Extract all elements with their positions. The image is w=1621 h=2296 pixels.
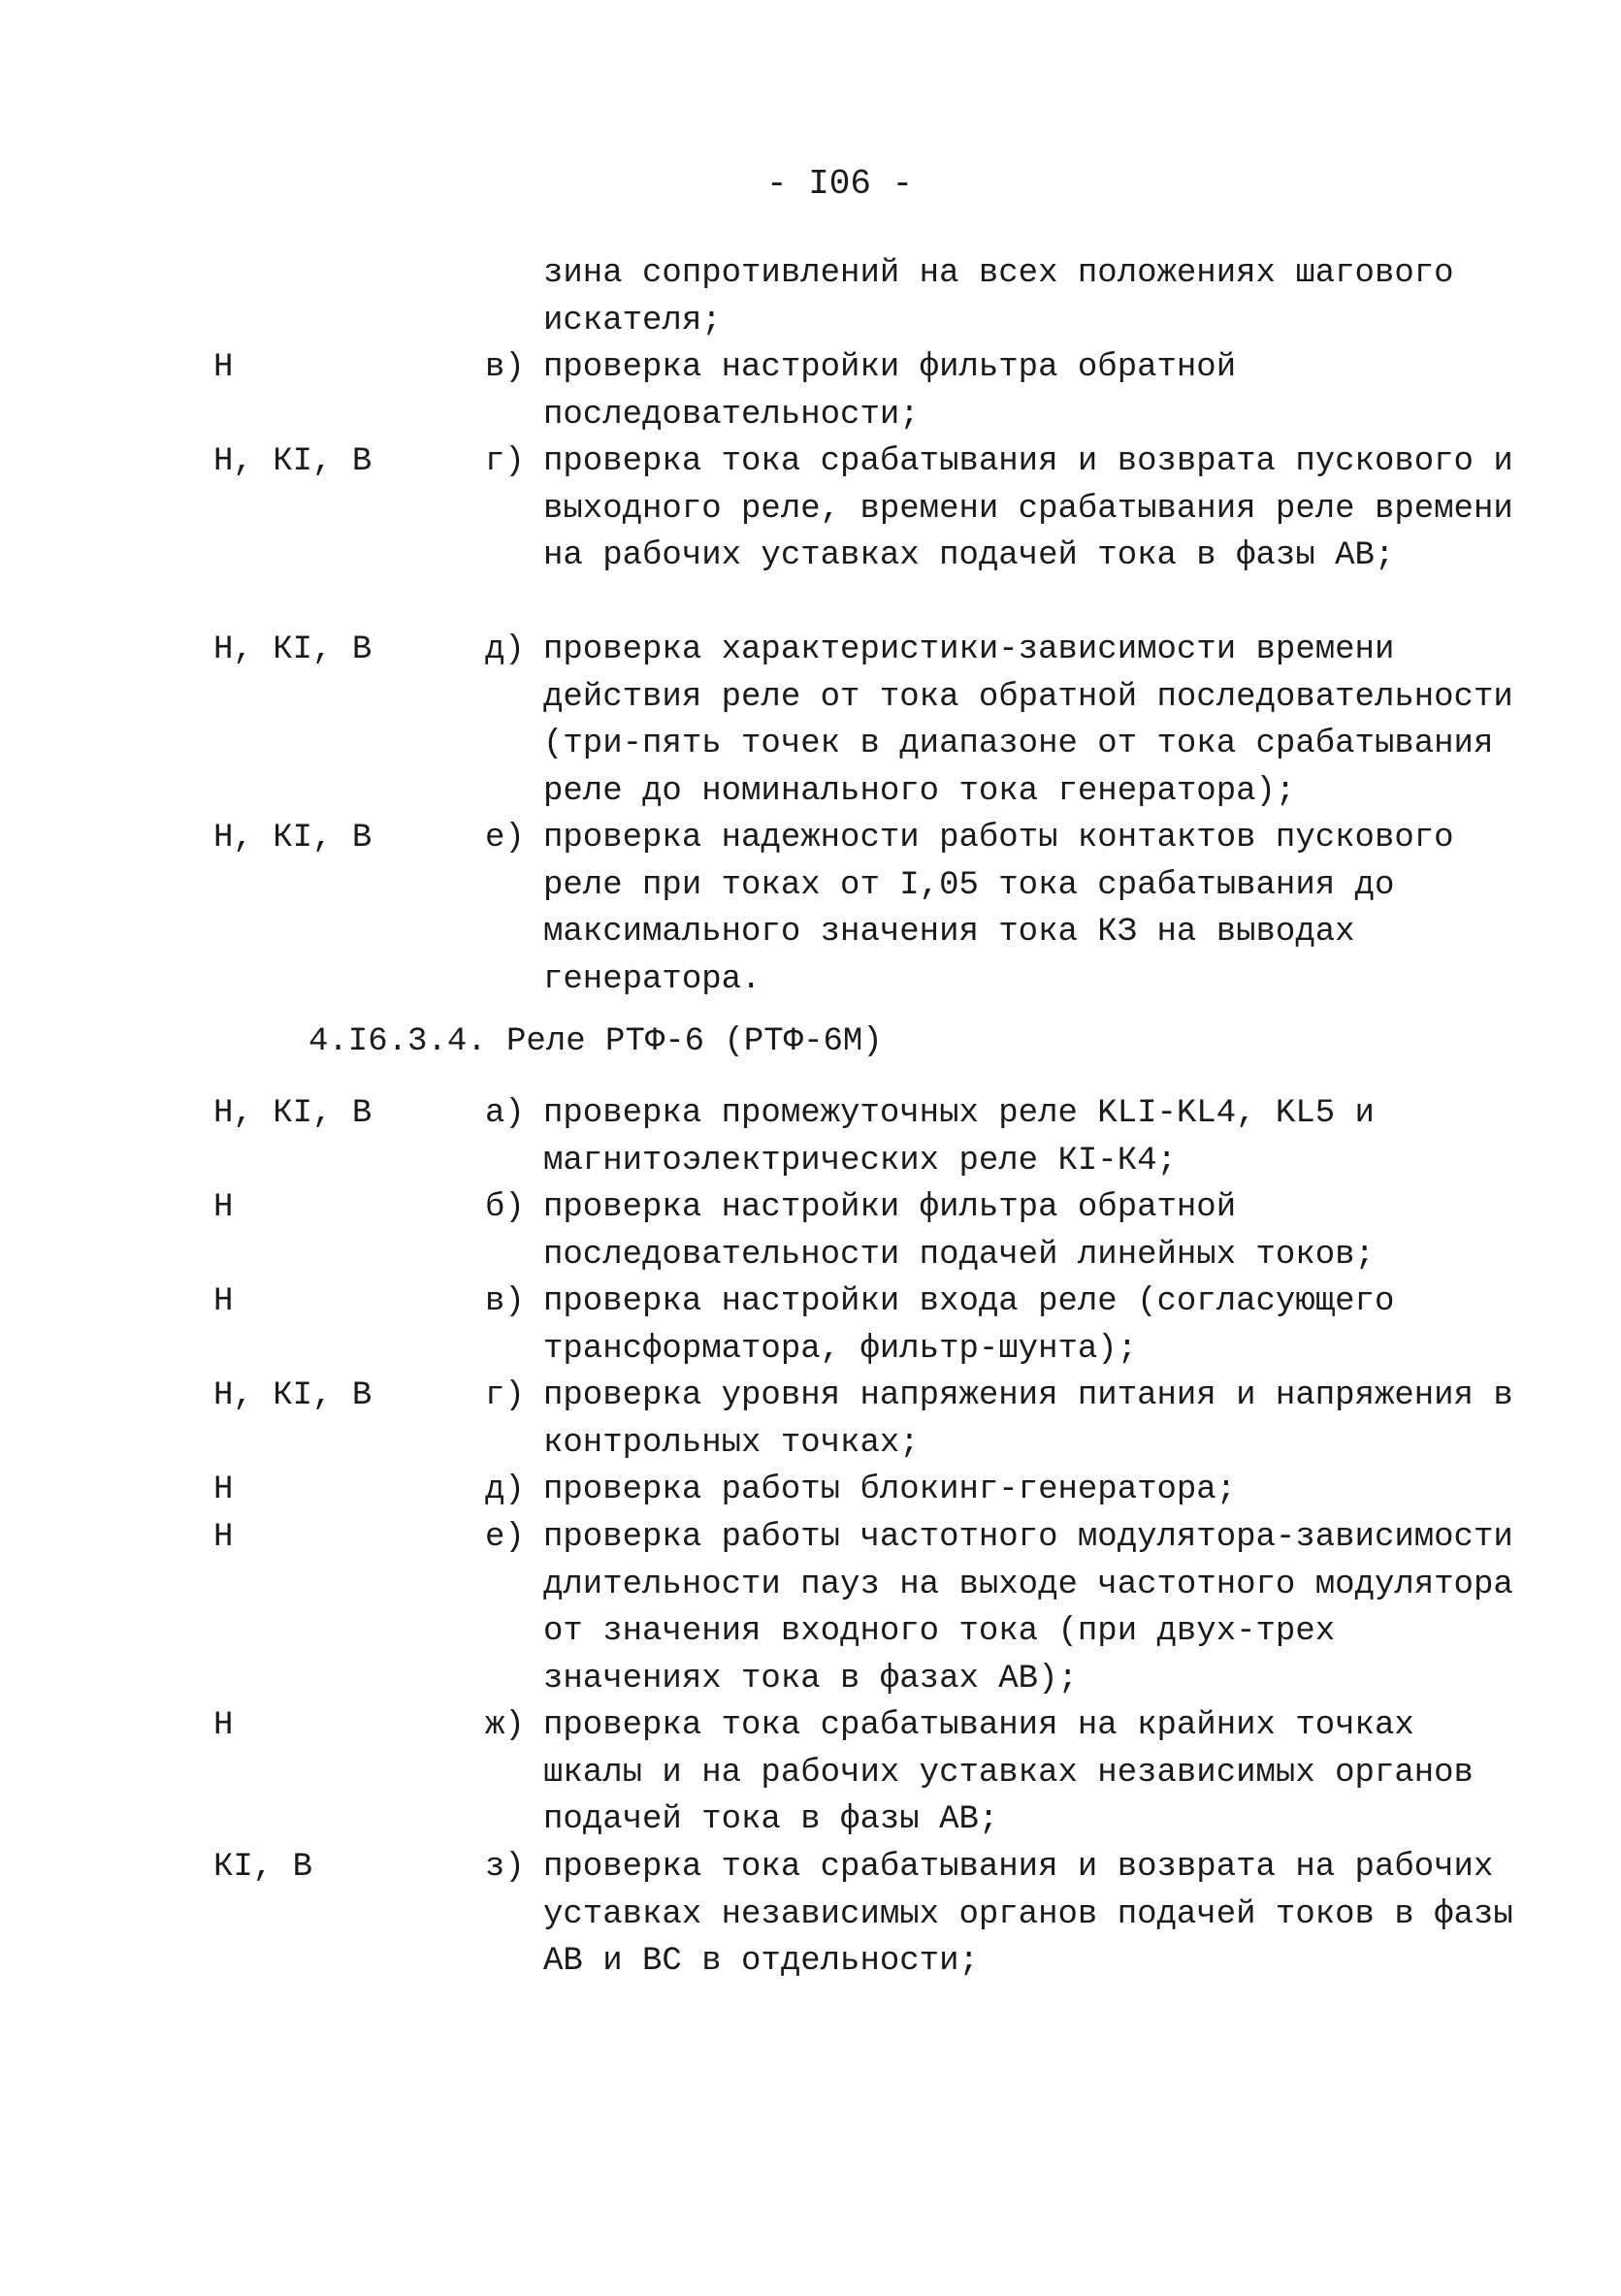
item-role: Н bbox=[213, 1189, 234, 1226]
item-role: Н, КI, В bbox=[213, 631, 373, 668]
item-letter: г) bbox=[485, 443, 525, 480]
item-role: КI, В bbox=[213, 1849, 313, 1886]
item-role: Н, КI, В bbox=[213, 1095, 373, 1132]
item-text: проверка настройки фильтра обратной последовательности; bbox=[543, 349, 1237, 434]
item-role: Н, КI, В bbox=[213, 443, 373, 480]
item-letter: е) bbox=[485, 820, 525, 857]
list-item bbox=[0, 1844, 1523, 1986]
item-letter: е) bbox=[485, 1519, 525, 1556]
item-letter: д) bbox=[485, 631, 525, 668]
list-item bbox=[0, 1090, 1523, 1184]
list-item bbox=[0, 815, 1523, 1003]
item-text: проверка уровня напряжения питания и напряжения в контрольных точках; bbox=[543, 1377, 1513, 1462]
list-item bbox=[0, 344, 1523, 438]
item-text: проверка работы частотного модулятора-зависимости длительности пауз на выходе частотного модулятора от значения входного тока (при двух-трех значениях тока в фазах АВ); bbox=[543, 1519, 1513, 1698]
item-role: Н, КI, В bbox=[213, 820, 373, 857]
section-heading: 4.I6.3.4. Реле РТФ-6 (РТФ-6М) bbox=[308, 1023, 883, 1060]
list-item bbox=[0, 1467, 1523, 1514]
item-letter: д) bbox=[485, 1471, 525, 1508]
section-1-list bbox=[0, 344, 1523, 1003]
item-role: Н bbox=[213, 349, 234, 386]
item-text: проверка тока срабатывания и возврата на рабочих уставках независимых органов подачей токов в фазы АВ и ВС в отдельности; bbox=[543, 1849, 1513, 1981]
item-text: проверка промежуточных реле KLI-KL4, KL5 и магнитоэлектрических реле КI-К4; bbox=[543, 1095, 1375, 1180]
list-item bbox=[0, 1278, 1523, 1373]
list-item bbox=[0, 438, 1523, 627]
item-text: проверка надежности работы контактов пускового реле при токах от I,05 тока срабатывания до максимального значения тока КЗ на выводах генератора. bbox=[543, 820, 1454, 998]
item-letter: ж) bbox=[485, 1707, 525, 1744]
list-item bbox=[0, 1514, 1523, 1702]
item-letter: з) bbox=[485, 1849, 525, 1886]
item-text: проверка настройки входа реле (согласующего трансформатора, фильтр-шунта); bbox=[543, 1283, 1395, 1368]
item-letter: г) bbox=[485, 1377, 525, 1414]
item-letter: а) bbox=[485, 1095, 525, 1132]
list-item bbox=[0, 1184, 1523, 1278]
item-role: Н bbox=[213, 1519, 234, 1556]
item-role: Н, КI, В bbox=[213, 1377, 373, 1414]
item-role: Н bbox=[213, 1471, 234, 1508]
list-item bbox=[0, 1702, 1523, 1844]
item-text: проверка тока срабатывания на крайних точках шкалы и на рабочих уставках независимых органов подачей тока в фазы АВ; bbox=[543, 1707, 1474, 1839]
item-text: проверка настройки фильтра обратной последовательности подачей линейных токов; bbox=[543, 1189, 1375, 1274]
item-text: проверка тока срабатывания и возврата пускового и выходного реле, времени срабатывания реле времени на рабочих уставках подачей тока в фазы АВ; bbox=[543, 443, 1513, 575]
list-item bbox=[0, 627, 1523, 815]
item-letter: б) bbox=[485, 1189, 525, 1226]
item-letter: в) bbox=[485, 1283, 525, 1320]
continuation-text: зина сопротивлений на всех положениях шагового искателя; bbox=[543, 255, 1454, 340]
list-item bbox=[0, 1373, 1523, 1467]
item-text: проверка работы блокинг-генератора; bbox=[543, 1471, 1237, 1508]
item-letter: в) bbox=[485, 349, 525, 386]
section-2-list bbox=[0, 1090, 1523, 1986]
item-role: Н bbox=[213, 1283, 234, 1320]
item-role: Н bbox=[213, 1707, 234, 1744]
item-text: проверка характеристики-зависимости времени действия реле от тока обратной последовательности (три-пять точек в диапазоне от тока срабатывания реле до номинального тока генератора); bbox=[543, 631, 1513, 810]
page-number: - I06 - bbox=[766, 164, 914, 204]
